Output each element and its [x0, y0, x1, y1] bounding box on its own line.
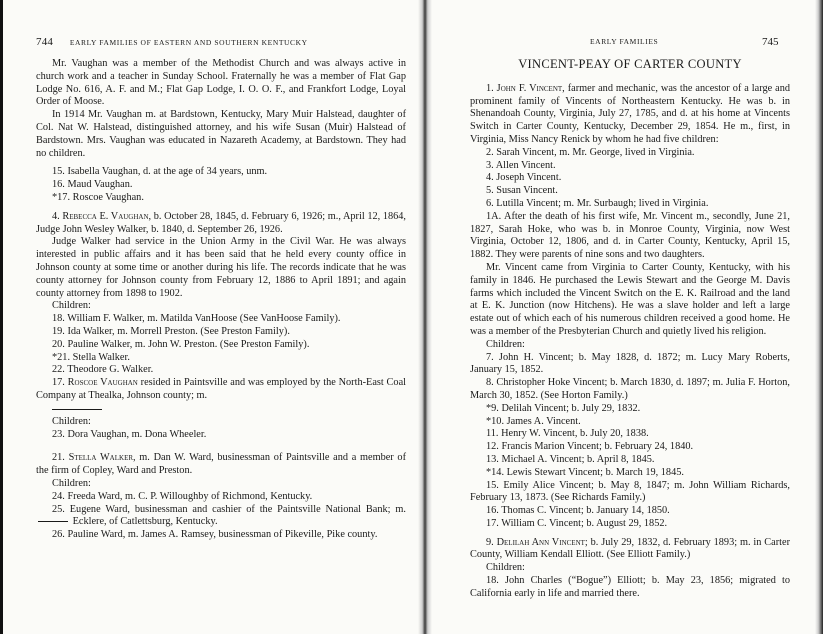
left-running-title: EARLY FAMILIES OF EASTERN AND SOUTHERN KENTUCKY	[69, 38, 308, 47]
entry-name: 9. Delilah Ann Vincent;	[486, 536, 588, 548]
right-scan-edge	[815, 0, 823, 634]
list-item: 16. Thomas C. Vincent; b. January 14, 1850.	[486, 505, 670, 517]
list-item: 11. Henry W. Vincent, b. July 20, 1838.	[486, 428, 649, 440]
list-item: 2. Sarah Vincent, m. Mr. George, lived in Virginia.	[486, 146, 695, 158]
list-item: 8. Christopher Hoke Vincent; b. March 1830, d. 1897; m. Julia F. Horton, March 30, 1852. (See Horton Family.)	[470, 377, 790, 401]
list-item: 5. Susan Vincent.	[486, 185, 558, 197]
paragraph	[36, 377, 406, 403]
list-item: *9. Delilah Vincent; b. July 29, 1832.	[486, 402, 641, 414]
list-item: 20. Pauline Walker, m. John W. Preston. (See Preston Family).	[52, 338, 310, 350]
left-page-number: 744	[36, 36, 54, 48]
book-gutter	[418, 0, 432, 634]
blank-line	[38, 521, 68, 522]
list-item	[36, 504, 406, 530]
paragraph	[36, 452, 406, 478]
blank-rule	[52, 409, 102, 410]
right-page-body	[470, 58, 790, 601]
list-item: *21. Stella Walker.	[52, 351, 130, 363]
list-item: 23. Dora Vaughan, m. Dona Wheeler.	[52, 428, 207, 440]
children-heading: Children:	[52, 477, 91, 489]
entry-text: 25. Eugene Ward, businessman and cashier of the Paintsville National Bank; m.	[52, 503, 406, 515]
list-item: 22. Theodore G. Walker.	[52, 364, 154, 376]
paragraph: Judge Walker had service in the Union Army in the Civil War. He was always interested in public affairs and it has been said that he held every county office in Johnson county at some time or another during his life. The records indicate that he was county attorney for Johnson county from February 12, 1886 to April 1891; and again county attorney from 1898 to 1902.	[36, 236, 406, 299]
list-item: 4. Joseph Vincent.	[486, 172, 562, 184]
right-page-number: 745	[762, 36, 779, 48]
paragraph: Mr. Vaughan was a member of the Methodist Church and was always active in church work and a teacher in Sunday School. Fraternally he was a member of Flat Gap Lodge No. 616, A. F. and M.; Flat Gap Lodge, I. O. O. F., and Frankfort Lodge, Loyal Order of Moose.	[36, 58, 406, 108]
children-heading: Children:	[486, 562, 525, 574]
list-item: 18. John Charles (“Bogue”) Elliott; b. May 23, 1856; migrated to California early in life and married there.	[470, 575, 790, 599]
entry-text: farmer and mechanic, was the ancestor of a large and prominent family of Vincents of Northeastern Kentucky. He was b. in Shenandoah County, Virginia, July 27, 1785, and d. at his home at Vincents Switch in Carter County, Kentucky, December 29, 1854. He m., first, in Virginia, Miss Nancy Renick by whom he had five children:	[470, 82, 790, 145]
list-item: 6. Lutilla Vincent; m. Mr. Surbaugh; lived in Virginia.	[486, 197, 709, 209]
left-scan-edge	[0, 0, 3, 634]
list-item: 15. Emily Alice Vincent; b. May 8, 1847; m. John William Richards, February 13, 1873. (See Richards Family.)	[470, 479, 790, 504]
paragraph: In 1914 Mr. Vaughan m. at Bardstown, Kentucky, Mary Muir Halstead, daughter of Col. Nat W. Halstead, distinguished attorney, and his wife Susan (Muir) Halstead of Bardstown. Mrs. Vaughan was educated in Nazareth Academy, at Bardstown. They had no children.	[36, 109, 406, 159]
paragraph	[470, 537, 790, 563]
entry-text: b. July 29, 1832, d. February 1893; m. in Carter County, William Kendall Elliott. (See Elliott Family.)	[470, 536, 791, 561]
children-heading: Children:	[486, 338, 525, 350]
paragraph	[36, 211, 406, 237]
entry-name: 21. Stella Walker,	[52, 452, 136, 464]
left-running-head	[36, 36, 400, 48]
paragraph: 1A. After the death of his first wife, Mr. Vincent m., secondly, June 21, 1827, Sarah Hoke, who was b. in Monroe County, Virginia, now West Virginia, October 12, 1806, and d. in Carter County, Kentucky, April 15, 1882. They were parents of nine sons and two daughters.	[470, 210, 790, 261]
children-heading: Children:	[52, 415, 91, 427]
children-heading: Children:	[52, 300, 91, 312]
entry-text: Ecklere, of Catlettsburg, Kentucky.	[72, 516, 218, 528]
list-item: 15. Isabella Vaughan, d. at the age of 34 years, unm.	[52, 166, 268, 178]
list-item: 16. Maud Vaughan.	[52, 179, 133, 191]
list-item: 26. Pauline Ward, m. James A. Ramsey, businessman of Pikeville, Pike county.	[52, 529, 378, 541]
list-item: *10. James A. Vincent.	[486, 415, 581, 427]
paragraph	[470, 83, 790, 147]
list-item: *17. Roscoe Vaughan.	[52, 191, 144, 203]
list-item: 13. Michael A. Vincent; b. April 8, 1845.	[486, 453, 655, 465]
list-item: *14. Lewis Stewart Vincent; b. March 19, 1845.	[486, 466, 684, 478]
list-item: 7. John H. Vincent; b. May 1828, d. 1872; m. Lucy Mary Roberts, January 15, 1852.	[470, 351, 790, 376]
entry-text: b. October 28, 1845, d. February 6, 1926; m., April 12, 1864, Judge John Wesley Walker, b. 1840, d. September 26, 1926.	[36, 210, 406, 235]
list-item: 17. William C. Vincent; b. August 29, 1852.	[486, 517, 668, 529]
list-item: 3. Allen Vincent.	[486, 159, 556, 171]
entry-name: 17. Roscoe Vaughan	[52, 377, 138, 389]
entry-text: resided in Paintsville and was employed by the North-East Coal Company at Thealka, Johnson county; m.	[36, 377, 406, 401]
list-item: 24. Freeda Ward, m. C. P. Willoughby of Richmond, Kentucky.	[52, 490, 313, 502]
list-item: 19. Ida Walker, m. Morrell Preston. (See Preston Family).	[52, 325, 290, 337]
list-item: 18. William F. Walker, m. Matilda VanHoose (See VanHoose Family).	[52, 313, 341, 325]
entry-name: 4. Rebecca E. Vaughan,	[52, 210, 152, 222]
entry-name: 1. John F. Vincent,	[486, 82, 565, 94]
entry-text: m. Dan W. Ward, businessman of Paintsville and a member of the firm of Copley, Ward and Preston.	[36, 452, 407, 477]
right-running-title: EARLY FAMILIES	[590, 37, 659, 46]
paragraph: Mr. Vincent came from Virginia to Carter County, Kentucky, with his family in 1846. He purchased the Lewis Stewart and the George M. Davis farms which included the Vincent Switch on the E. K. Railroad and the land at E. K. Junction (now Hitchens). He was a slave holder and left a large estate out of which each of his numerous children received a good home. He was a member of the Presbyterian Church and quietly lived his religion.	[470, 261, 790, 337]
chapter-title: VINCENT-PEAY OF CARTER COUNTY	[518, 57, 742, 71]
left-page-body	[36, 58, 406, 542]
list-item: 12. Francis Marion Vincent; b. February 24, 1840.	[486, 441, 694, 453]
right-running-head	[590, 36, 658, 47]
